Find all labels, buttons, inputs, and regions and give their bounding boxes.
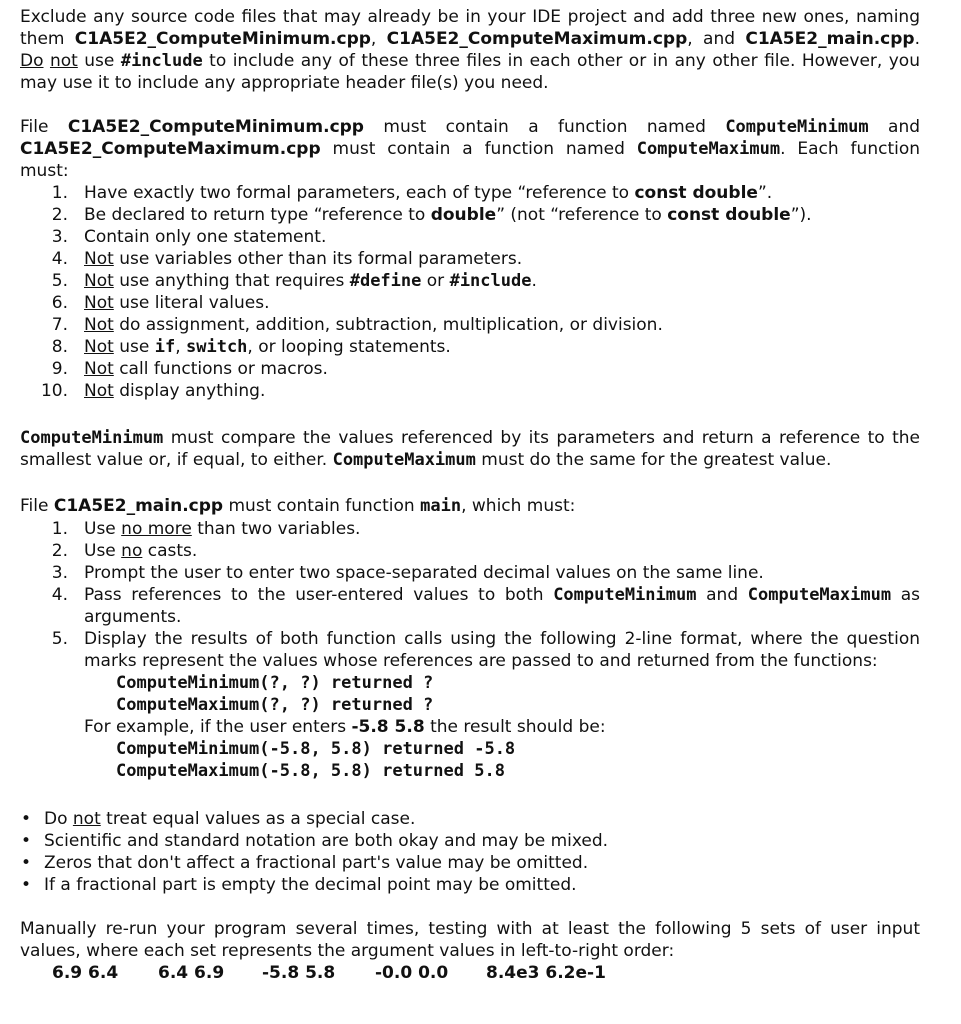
main-file-paragraph: File C1A5E2_main.cpp must contain function main, which must: bbox=[20, 496, 576, 516]
list-item: • If a fractional part is empty the decimal point may be omitted. bbox=[21, 875, 577, 895]
function-files-paragraph: File C1A5E2_ComputeMinimum.cpp must contain a function named ComputeMinimum and C1A5E2_ComputeMaximum.cpp must contain a function named ComputeMaximum. Each function must: bbox=[20, 117, 921, 181]
test-value-set: -0.0 0.0 bbox=[375, 963, 449, 983]
test-value-set: 6.9 6.4 bbox=[52, 963, 119, 983]
compare-paragraph: ComputeMinimum must compare the values referenced by its parameters and return a reference to the smallest value or, if equal, to either. ComputeMaximum must do the same for the greatest value. bbox=[20, 428, 920, 470]
example-line: ComputeMinimum(-5.8, 5.8) returned -5.8 bbox=[116, 739, 516, 759]
format-line: ComputeMaximum(?, ?) returned ? bbox=[116, 695, 434, 715]
filename-minimum: C1A5E2_ComputeMinimum.cpp bbox=[74, 29, 371, 49]
test-value-set: 8.4e3 6.2e-1 bbox=[486, 963, 606, 983]
list-item: 3. Prompt the user to enter two space-separated decimal values on the same line. bbox=[51, 563, 764, 583]
list-item: 3. Contain only one statement. bbox=[51, 227, 327, 247]
list-item: 8. Not use if, switch, or looping statements. bbox=[51, 337, 451, 357]
bullet-icon: • bbox=[21, 853, 32, 873]
bullet-icon: • bbox=[21, 809, 32, 829]
list-item: 5. Not use anything that requires #define or #include. bbox=[51, 271, 537, 291]
format-line: ComputeMinimum(?, ?) returned ? bbox=[116, 673, 434, 693]
test-value-set: 6.4 6.9 bbox=[158, 963, 225, 983]
example-intro: For example, if the user enters -5.8 5.8 the result should be: bbox=[84, 717, 606, 737]
bullet-icon: • bbox=[21, 875, 32, 895]
intro-paragraph: Exclude any source code files that may already be in your IDE project and add three new ones, naming them C1A5E2_ComputeMinimum.cpp, C1A5E2_ComputeMaximum.cpp, and C1A5E2_main.cpp. Do not use #include to include any of these three files in each other or in any other file. However, you may use it to include any appropriate header file(s) you need. bbox=[20, 7, 920, 93]
list-item: 10. Not display anything. bbox=[40, 381, 266, 401]
example-line: ComputeMaximum(-5.8, 5.8) returned 5.8 bbox=[116, 761, 505, 781]
function-requirements-list bbox=[20, 182, 920, 402]
list-item: 4. Not use variables other than its formal parameters. bbox=[51, 249, 523, 269]
test-value-set: -5.8 5.8 bbox=[262, 963, 336, 983]
list-item: 5. Display the results of both function calls using the following 2-line format, where the question marks represent the values whose references are passed to and returned from the functions: ComputeMinimum(?, ?) returned ? ComputeMaximum(?, ?) returned ? For example, if the user enters -5.8 5.8 the result should be: ComputeMinimum(-5.8, 5.8) returned -5.8 ComputeMaximum(-5.8, 5.8) returned 5.8 bbox=[51, 629, 920, 781]
list-item: 2. Use no casts. bbox=[51, 541, 198, 561]
testing-paragraph: Manually re-run your program several times, testing with at least the following 5 sets of user input values, where each set represents the argument values in left-to-right order: bbox=[20, 919, 920, 961]
filename-main: C1A5E2_main.cpp bbox=[745, 29, 915, 49]
list-item: 1. Use no more than two variables. bbox=[51, 519, 361, 539]
list-item: 7. Not do assignment, addition, subtraction, multiplication, or division. bbox=[51, 315, 663, 335]
main-requirements-list bbox=[20, 518, 920, 782]
list-item: 4. Pass references to the user-entered values to both ComputeMinimum and ComputeMaximum as arguments. bbox=[51, 585, 921, 627]
include-keyword: #include bbox=[120, 51, 203, 71]
list-item: • Zeros that don't affect a fractional part's value may be omitted. bbox=[21, 853, 589, 873]
list-item: • Scientific and standard notation are both okay and may be mixed. bbox=[21, 831, 609, 851]
list-item: 1. Have exactly two formal parameters, each of type “reference to const double”. bbox=[51, 183, 773, 203]
filename-maximum: C1A5E2_ComputeMaximum.cpp bbox=[386, 29, 688, 49]
list-item: • Do not treat equal values as a special case. bbox=[21, 809, 416, 829]
notes-list bbox=[20, 808, 920, 896]
bullet-icon: • bbox=[21, 831, 32, 851]
list-item: 9. Not call functions or macros. bbox=[51, 359, 328, 379]
list-item: 2. Be declared to return type “reference to double” (not “reference to const double”). bbox=[51, 205, 812, 225]
list-item: 6. Not use literal values. bbox=[51, 293, 270, 313]
